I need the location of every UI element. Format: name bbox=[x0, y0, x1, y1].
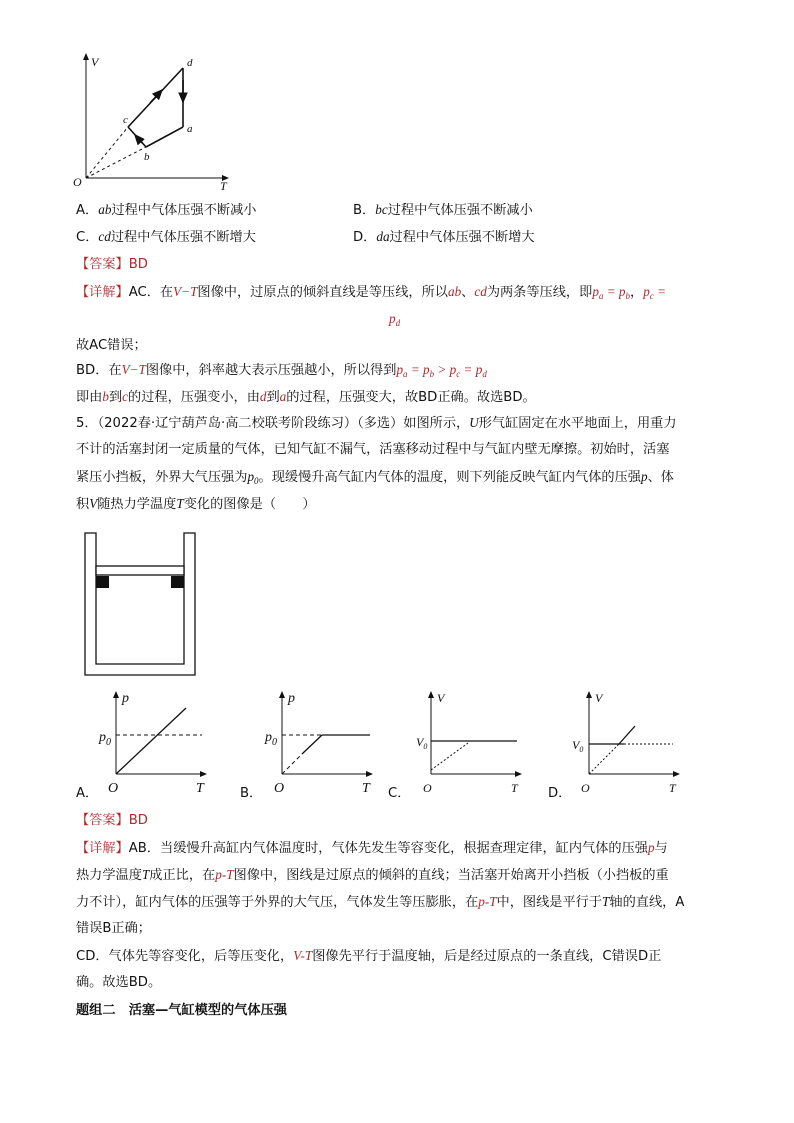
point-b-label: b bbox=[144, 151, 150, 163]
segment-ab bbox=[146, 127, 183, 147]
x-axis-label: T bbox=[511, 781, 518, 795]
q5-stem-line2: 不计的活塞封闭一定质量的气体，已知气缸不漏气，活塞移动过程中与气缸内壁无摩擦。初始时，活塞 bbox=[76, 442, 670, 457]
answer-value: BD bbox=[128, 813, 148, 828]
p0-label: $p_0$ bbox=[99, 730, 111, 748]
v-axis-label: V bbox=[91, 55, 99, 69]
q5-detail-line4: 错误B正确； bbox=[76, 921, 151, 936]
point-d-label: d bbox=[187, 57, 193, 69]
origin-label: O bbox=[581, 781, 590, 795]
q4-answer bbox=[76, 256, 148, 274]
vt-cycle-diagram bbox=[70, 50, 240, 195]
graph-c bbox=[411, 688, 531, 798]
x-axis-label: T bbox=[362, 781, 370, 796]
x-axis-label: T bbox=[669, 781, 676, 795]
dashed-to-c bbox=[86, 127, 128, 178]
q4-option-a[interactable] bbox=[76, 201, 256, 220]
origin-label: O bbox=[73, 175, 82, 189]
p0-label: $p_0$ bbox=[265, 730, 277, 748]
graph-c-letter[interactable]: C． bbox=[388, 786, 411, 801]
origin-label: O bbox=[108, 781, 119, 796]
stop-left bbox=[96, 576, 109, 588]
q4-option-b[interactable] bbox=[353, 201, 533, 220]
detail-label: 【详解】 bbox=[76, 285, 129, 300]
stop-right bbox=[171, 576, 184, 588]
dotted-line bbox=[431, 743, 468, 770]
option-text: 过程中气体压强不断减小 bbox=[111, 203, 257, 218]
option-letter: C． bbox=[76, 230, 99, 245]
y-axis-label: V bbox=[437, 691, 445, 705]
section-heading: 题组二 活塞—气缸模型的气体压强 bbox=[76, 1003, 287, 1018]
origin-dotted bbox=[589, 744, 619, 774]
graph-a bbox=[96, 688, 216, 798]
cylinder-figure bbox=[84, 532, 196, 676]
graph-d-letter[interactable]: D． bbox=[548, 786, 572, 801]
piston bbox=[96, 566, 184, 575]
y-axis-label: p bbox=[288, 691, 295, 706]
origin-label: O bbox=[274, 781, 285, 796]
answer-label: 【答案】 bbox=[76, 813, 129, 828]
q5-stem-line4: 积V随热力学温度T变化的图像是（ ） bbox=[76, 496, 316, 512]
q5-answer bbox=[76, 812, 148, 830]
q5-stem-line3: 紧压小挡板，外界大气压强为$p_0$。现缓慢升高气缸内气体的温度，则下列能反映气缸内气体的压强p、体 bbox=[76, 469, 674, 486]
x-axis-label: T bbox=[196, 781, 204, 796]
arrow-bc bbox=[135, 135, 142, 143]
graph-b-letter[interactable]: B． bbox=[240, 786, 263, 801]
option-var: da bbox=[376, 229, 390, 244]
rising-solid bbox=[619, 726, 635, 744]
q4-detail-line2: 故AC错误； bbox=[76, 338, 147, 353]
q4-detail-line1: 【详解】AC．在V−T图像中，过原点的倾斜直线是等压线，所以ab、cd为两条等压线，即$p_a = p_b$，$p_c$ = bbox=[76, 284, 666, 301]
q4-detail-line4: 即由b到c的过程，压强变小，由d到a的过程，压强变大，故BD正确。故选BD。 bbox=[76, 389, 536, 405]
dashed-to-b bbox=[86, 147, 146, 178]
y-axis-label: V bbox=[595, 691, 603, 705]
q5-detail-line5: CD．气体先等容变化，后等压变化，V-T图像先平行于温度轴，后是经过原点的一条直线，C错误D正 bbox=[76, 948, 662, 964]
option-var: ab bbox=[98, 202, 112, 217]
point-c-label: c bbox=[123, 114, 128, 126]
q5-detail-line3: 力不计），缸内气体的压强等于外界的大气压，气体发生等压膨胀，在p-T中，图线是平行于T轴的直线，A bbox=[76, 894, 685, 910]
option-var: cd bbox=[98, 229, 111, 244]
y-axis-label: p bbox=[122, 691, 129, 706]
option-text: 过程中气体压强不断增大 bbox=[389, 230, 535, 245]
option-letter: B． bbox=[353, 203, 376, 218]
arrow-cd bbox=[150, 90, 162, 103]
graph-b bbox=[262, 688, 382, 798]
graph-a-letter[interactable]: A． bbox=[76, 786, 99, 801]
q5-detail-line2: 热力学温度T成正比，在p-T图像中，图线是过原点的倾斜的直线；当活塞开始离开小挡板（小挡板的重 bbox=[76, 867, 669, 883]
t-axis-label: T bbox=[220, 179, 227, 193]
option-letter: A． bbox=[76, 203, 99, 218]
q5-detail-line6: 确。故选BD。 bbox=[76, 975, 162, 990]
origin-label: O bbox=[423, 781, 432, 795]
q4-option-c[interactable] bbox=[76, 228, 256, 247]
graph-line bbox=[116, 708, 186, 774]
cylinder-wall bbox=[85, 533, 195, 675]
v0-label: $V_0$ bbox=[572, 738, 584, 754]
graph-d bbox=[569, 688, 689, 798]
answer-value: BD bbox=[128, 257, 148, 272]
option-var: bc bbox=[375, 202, 388, 217]
option-text: 过程中气体压强不断减小 bbox=[387, 203, 533, 218]
option-text: 过程中气体压强不断增大 bbox=[110, 230, 256, 245]
rise-solid bbox=[302, 735, 322, 754]
q5-detail-line1: 【详解】AB．当缓慢升高缸内气体温度时，气体先发生等容变化，根据查理定律，缸内气体的压强p与 bbox=[76, 840, 668, 856]
v0-label: $V_0$ bbox=[416, 735, 428, 751]
q5-stem-line1: 5．（2022春·辽宁葫芦岛·高二校联考阶段练习）（多选）如图所示，U形气缸固定在水平地面上，用重力 bbox=[76, 415, 677, 431]
point-a-label: a bbox=[187, 123, 193, 135]
option-letter: D． bbox=[353, 230, 377, 245]
q4-detail-line3: BD．在V−T图像中，斜率越大表示压强越小，所以得到$p_a = p_b > p_c = p_d$ bbox=[76, 362, 487, 379]
rise-dashed bbox=[282, 754, 302, 774]
answer-label: 【答案】 bbox=[76, 257, 129, 272]
q4-detail-line1-cont: $p_d$ bbox=[389, 311, 401, 328]
q4-option-d[interactable] bbox=[353, 228, 535, 247]
